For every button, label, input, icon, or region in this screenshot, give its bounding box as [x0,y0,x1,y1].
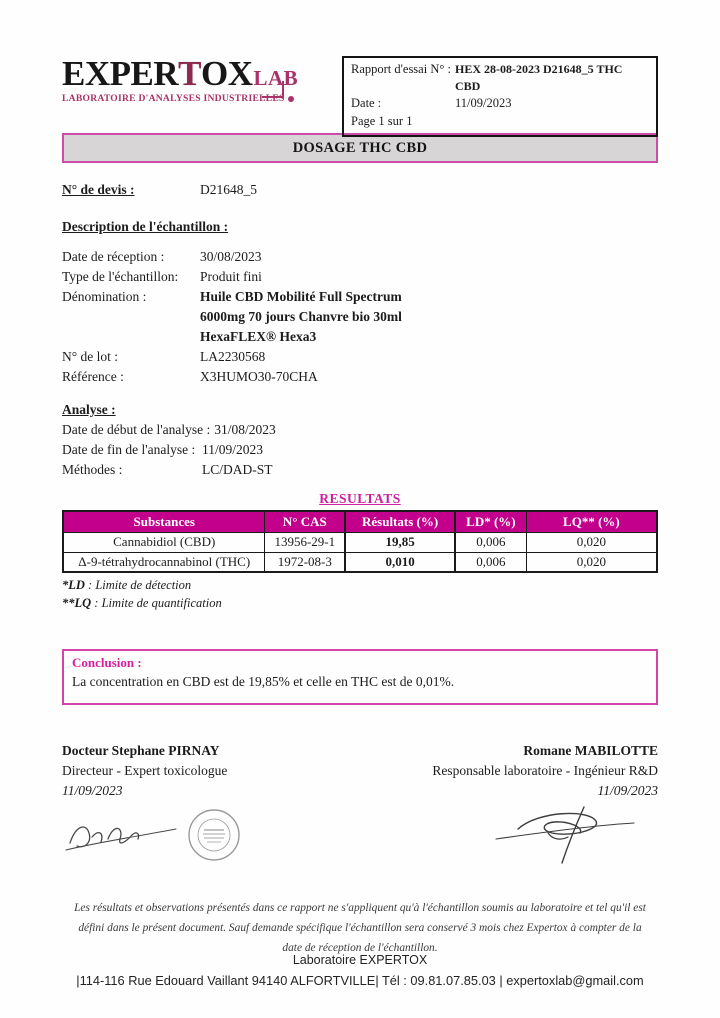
logo-wordmark [62,54,299,93]
header-ld: LD* (%) [455,511,526,532]
report-page-row [351,113,649,131]
report-page-label: Page 1 sur 1 [351,113,413,128]
field-reception-date [62,247,658,267]
cell-ld: 0,006 [455,532,526,552]
conclusion-text: La concentration en CBD est de 19,85% et celle en THC est de 0,01%. [72,674,455,689]
document-title-bar: DOSAGE THC CBD [62,133,658,163]
field-label: Date de fin de l'analyse : [62,442,196,457]
header-results: Résultats (%) [345,511,455,532]
field-label: Type de l'échantillon: [62,269,179,284]
sample-section-heading: Description de l'échantillon : [62,219,229,234]
signer-role: Responsable laboratoire - Ingénieur R&D [432,763,658,778]
handwritten-signature-icon [488,803,638,865]
field-label: Référence : [62,369,124,384]
report-date-value: 11/09/2023 [455,96,512,111]
cell-lq: 0,020 [526,532,657,552]
devis-row [62,180,658,200]
field-value: 30/08/2023 [200,249,262,264]
report-number-label: Rapport d'essai N° : [351,62,451,76]
signer-name: Romane MABILOTTE [523,743,658,758]
molecule-bond-icon [262,81,284,98]
field-lot-number [62,347,658,367]
signatures-section [62,741,658,865]
logo-tagline: LABORATOIRE D'ANALYSES INDUSTRIELLES [62,93,285,104]
field-sample-type [62,267,658,287]
handwritten-signature-icon [62,809,180,861]
field-reference [62,367,658,387]
logo-tagline-row [62,94,294,104]
footnote-definition: : Limite de quantification [91,596,222,610]
signature-art-left [62,807,242,863]
cell-substance: Δ-9-tétrahydrocannabinol (THC) [63,552,265,572]
cell-ld: 0,006 [455,552,526,572]
signer-name: Docteur Stephane PIRNAY [62,743,220,758]
field-methods [62,460,658,480]
molecule-dot-icon [288,96,294,102]
footnote-definition: : Limite de détection [84,578,192,592]
report-info-box [342,56,658,137]
footnote-term: *LD [62,578,85,592]
signature-block-lab-manager [432,741,658,865]
footer-lab-name: Laboratoire EXPERTOX [292,953,428,967]
field-denomination [62,287,658,347]
header-lq: LQ** (%) [526,511,657,532]
sample-fields [62,247,658,387]
logo-text-ox: OX [200,54,253,93]
field-value: 11/09/2023 [202,442,264,457]
field-value: LA2230568 [200,349,266,364]
footer-address-contact: |114-116 Rue Edouard Vaillant 94140 ALFORTVILLE| Tél : 09.81.07.85.03 | expertoxlab@gmail.com [76,973,644,988]
field-analysis-end [62,440,658,460]
table-footnotes [62,576,658,612]
logo-text-lab: LAB [253,66,299,90]
cell-cas: 13956-29-1 [265,532,345,552]
signer-role: Directeur - Expert toxicologue [62,763,228,778]
analysis-section-heading: Analyse : [62,402,116,417]
conclusion-box [62,649,658,705]
field-analysis-start [62,420,658,440]
results-header-row [63,511,657,532]
analysis-fields [62,420,658,480]
field-value: 31/08/2023 [214,422,276,437]
round-lab-stamp-icon [186,807,242,863]
logo-text-exper: EXPER [62,54,179,93]
cell-result: 19,85 [345,532,455,552]
signature-art-right [432,803,658,865]
header-cas: N° CAS [265,511,345,532]
footnote-ld [62,576,658,594]
signature-block-director [62,741,242,865]
header-substances: Substances [63,511,265,532]
signature-date: 11/09/2023 [62,783,123,798]
footnote-lq [62,594,658,612]
denomination-line-3: HexaFLEX® Hexa3 [200,329,317,344]
field-label: Dénomination : [62,289,147,304]
conclusion-heading: Conclusion : [72,655,142,670]
denomination-line-1: Huile CBD Mobilité Full Spectrum [200,289,402,304]
signature-date: 11/09/2023 [597,783,658,798]
devis-label: N° de devis : [62,182,135,197]
table-row-thc [63,552,657,572]
field-label: Méthodes : [62,462,123,477]
footnote-term: **LQ [62,596,92,610]
expertox-logo [62,54,299,104]
field-value: Produit fini [200,269,262,284]
denomination-line-2: 6000mg 70 jours Chanvre bio 30ml [200,309,402,324]
field-label: Date de réception : [62,249,165,264]
footer [0,950,720,992]
logo-testtube-t-icon: T [178,54,201,93]
report-date-row [351,95,649,113]
cell-lq: 0,020 [526,552,657,572]
header [62,54,658,128]
results-table [62,510,658,573]
cell-cas: 1972-08-3 [265,552,345,572]
report-number-value: HEX 28-08-2023 D21648_5 THC CBD [455,62,623,94]
cell-substance: Cannabidiol (CBD) [63,532,265,552]
table-row-cbd [63,532,657,552]
results-title: RESULTATS [319,491,401,506]
devis-value: D21648_5 [200,182,257,197]
field-value: X3HUMO30-70CHA [200,369,318,384]
field-label: Date de début de l'analyse : [62,422,211,437]
field-label: N° de lot : [62,349,119,364]
legal-disclaimer: Les résultats et observations présentés dans ce rapport ne s'appliquent qu'à l'échantillon soumis au laboratoire et tel qu'il est défini dans le présent document. Sauf demande spécifique l'échantillon sera conservé 3 mois chez Expertox à compter de la date de réception de l'échantillon. [74,902,646,954]
report-number-row [351,61,649,95]
field-value: LC/DAD-ST [202,462,273,477]
report-date-label: Date : [351,96,382,111]
field-value-multiline [200,287,402,347]
cell-result: 0,010 [345,552,455,572]
